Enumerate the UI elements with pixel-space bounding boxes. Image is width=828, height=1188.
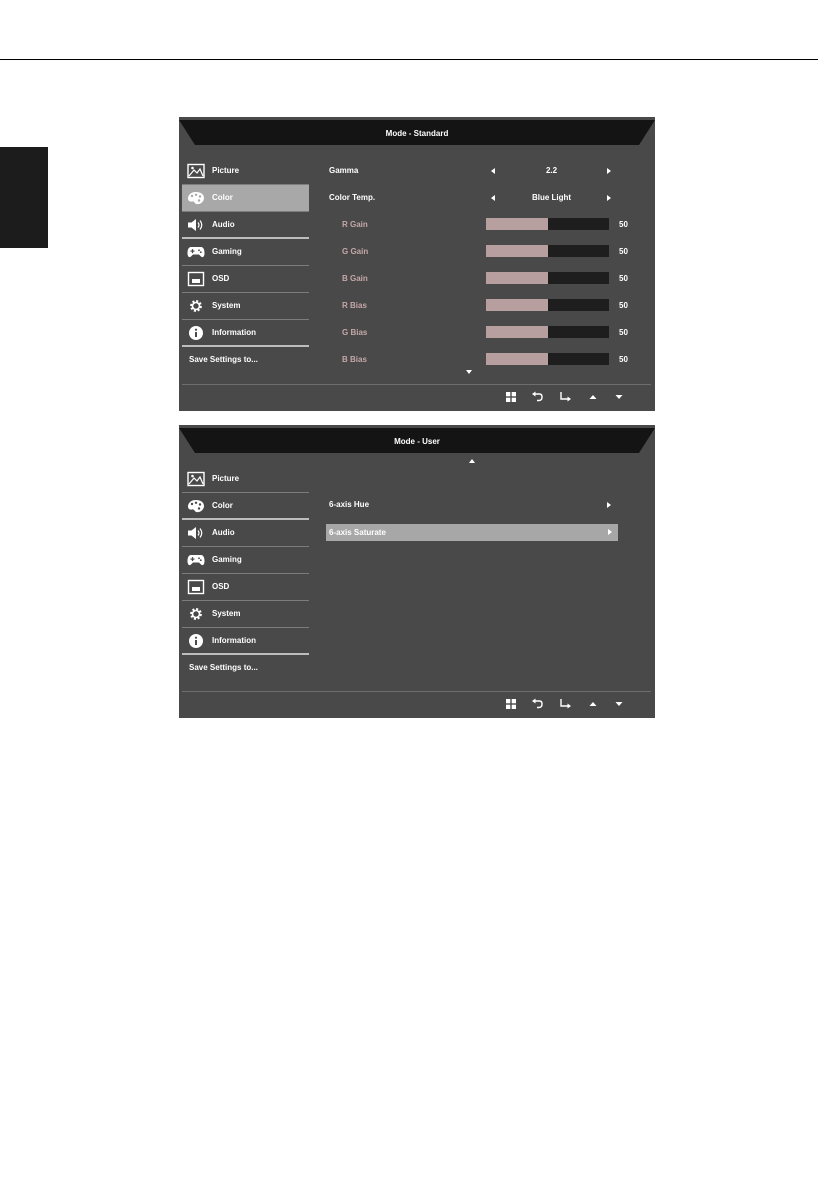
nav-item-picture[interactable] [182, 158, 309, 185]
osd-title: Mode - Standard [385, 129, 449, 138]
nav-label: System [212, 301, 241, 310]
nav-item-audio[interactable] [182, 520, 309, 547]
nav-label: OSD [212, 274, 230, 283]
slider-fill [486, 218, 548, 230]
osd-panel-user [179, 425, 655, 718]
nav-label: Gaming [212, 555, 242, 564]
footer-key-guide [501, 390, 631, 404]
page-top-rule [0, 59, 818, 60]
arrow-right-icon[interactable] [607, 168, 611, 174]
up-icon[interactable] [586, 697, 600, 711]
setting-value: Blue Light [531, 193, 572, 202]
slider-label: R Gain [342, 220, 368, 229]
nav-item-system[interactable] [182, 293, 309, 320]
down-icon[interactable] [612, 390, 626, 404]
nav-item-information[interactable] [182, 320, 309, 347]
slider-row-r-bias[interactable] [329, 296, 628, 316]
menu-row-6-axis-saturate[interactable] [326, 524, 618, 541]
menu-label: 6-axis Hue [329, 500, 370, 509]
slider-label: B Gain [342, 274, 368, 283]
menu-row-6-axis-hue[interactable] [329, 495, 619, 515]
scroll-down-icon[interactable] [466, 370, 472, 374]
slider-row-r-gain[interactable] [329, 215, 628, 235]
osd-title-bar [179, 117, 655, 151]
slider-label: B Bias [342, 355, 367, 364]
down-icon[interactable] [612, 697, 626, 711]
arrow-left-icon[interactable] [491, 195, 495, 201]
arrow-right-icon[interactable] [607, 502, 611, 508]
setting-label: Color Temp. [329, 193, 376, 202]
slider-value: 50 [619, 328, 628, 337]
back-icon[interactable] [530, 697, 544, 711]
gear-icon [187, 298, 205, 314]
info-icon [187, 325, 205, 341]
slider-value: 50 [619, 247, 628, 256]
nav-label: Save Settings to... [189, 663, 258, 672]
nav-label: Color [212, 193, 233, 202]
slider-label: G Bias [342, 328, 368, 337]
slider-row-g-bias[interactable] [329, 323, 628, 343]
nav-item-color[interactable] [182, 185, 309, 212]
osd-icon [187, 271, 205, 287]
back-icon[interactable] [530, 390, 544, 404]
up-icon[interactable] [586, 390, 600, 404]
slider-fill [486, 353, 548, 365]
nav-item-audio[interactable] [182, 212, 309, 239]
slider-fill [486, 272, 548, 284]
osd-nav-menu [182, 158, 309, 373]
nav-item-system[interactable] [182, 601, 309, 628]
footer-divider [182, 384, 651, 385]
nav-item-save-settings[interactable] [182, 655, 309, 681]
slider-fill [486, 326, 548, 338]
setting-label: Gamma [329, 166, 359, 175]
nav-label: Gaming [212, 247, 242, 256]
speaker-icon [187, 525, 205, 541]
gamepad-icon [187, 552, 205, 568]
slider-label: G Gain [342, 247, 369, 256]
slider-track[interactable] [486, 353, 609, 365]
picture-icon [187, 471, 205, 487]
enter-icon[interactable] [558, 697, 572, 711]
slider-fill [486, 245, 548, 257]
nav-item-osd[interactable] [182, 574, 309, 601]
menu-label: 6-axis Saturate [329, 528, 386, 537]
osd-panel-standard [179, 117, 655, 411]
menu-grid-icon[interactable] [504, 697, 518, 711]
gamepad-icon [187, 244, 205, 260]
nav-label: Picture [212, 166, 240, 175]
setting-row-color-temp[interactable] [329, 188, 619, 208]
nav-label: Picture [212, 474, 240, 483]
footer-divider [182, 691, 651, 692]
nav-item-osd[interactable] [182, 266, 309, 293]
gear-icon [187, 606, 205, 622]
slider-value: 50 [619, 301, 628, 310]
osd-icon [187, 579, 205, 595]
slider-track[interactable] [486, 272, 609, 284]
slider-fill [486, 299, 548, 311]
enter-icon[interactable] [558, 390, 572, 404]
nav-label: Information [212, 636, 256, 645]
nav-label: Audio [212, 528, 235, 537]
slider-label: R Bias [342, 301, 367, 310]
osd-nav-menu [182, 466, 309, 681]
menu-grid-icon[interactable] [504, 390, 518, 404]
info-icon [187, 633, 205, 649]
palette-icon [187, 190, 205, 206]
setting-row-gamma[interactable] [329, 161, 619, 181]
osd-title: Mode - User [394, 437, 440, 446]
slider-track[interactable] [486, 245, 609, 257]
footer-key-guide [501, 697, 631, 711]
picture-icon [187, 163, 205, 179]
nav-label: OSD [212, 582, 230, 591]
slider-track[interactable] [486, 299, 609, 311]
nav-label: Color [212, 501, 233, 510]
slider-value: 50 [619, 274, 628, 283]
slider-value: 50 [619, 355, 628, 364]
slider-row-b-bias[interactable] [329, 350, 628, 370]
scroll-up-icon[interactable] [469, 459, 475, 463]
slider-track[interactable] [486, 218, 609, 230]
nav-item-gaming[interactable] [182, 239, 309, 266]
speaker-icon [187, 217, 205, 233]
osd-title-bar [179, 425, 655, 459]
slider-row-b-gain[interactable] [329, 269, 628, 289]
arrow-right-icon[interactable] [607, 195, 611, 201]
nav-label: Save Settings to... [189, 355, 258, 364]
slider-row-g-gain[interactable] [329, 242, 628, 262]
arrow-left-icon[interactable] [491, 168, 495, 174]
setting-value: 2.2 [545, 166, 558, 175]
nav-label: System [212, 609, 241, 618]
nav-label: Audio [212, 220, 235, 229]
nav-item-picture[interactable] [182, 466, 309, 493]
nav-item-information[interactable] [182, 628, 309, 655]
nav-item-color[interactable] [182, 493, 309, 520]
palette-icon [187, 498, 205, 514]
nav-item-save-settings[interactable] [182, 347, 309, 373]
language-side-tab [0, 147, 48, 248]
slider-value: 50 [619, 220, 628, 229]
arrow-right-icon[interactable] [608, 529, 612, 535]
nav-label: Information [212, 328, 256, 337]
nav-item-gaming[interactable] [182, 547, 309, 574]
slider-track[interactable] [486, 326, 609, 338]
